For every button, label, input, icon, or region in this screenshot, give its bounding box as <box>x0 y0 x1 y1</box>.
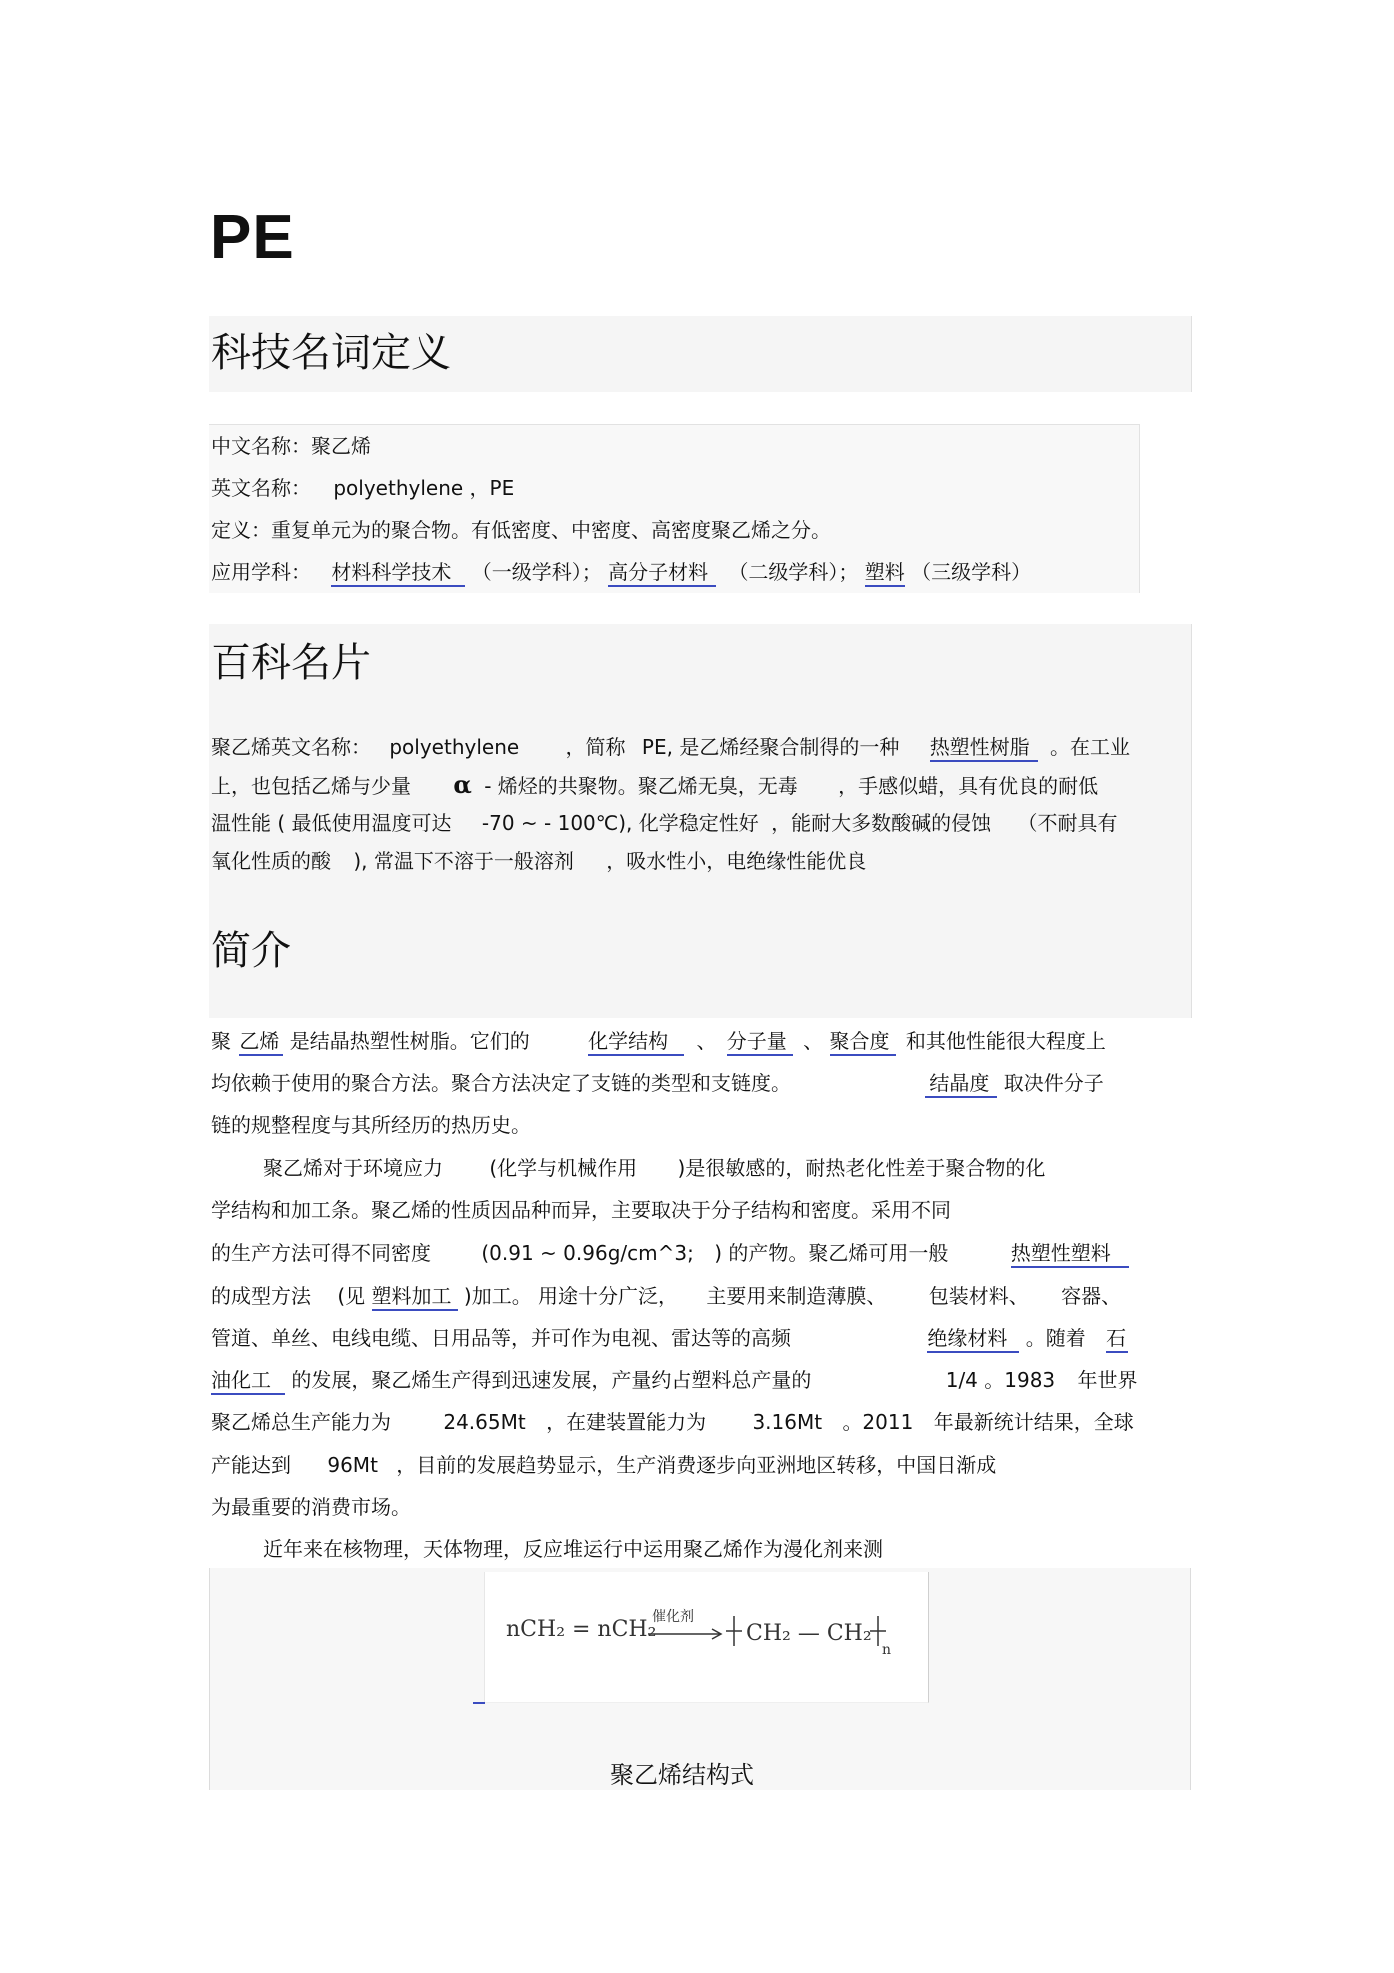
baike-l3-c: ，能耐大多数酸碱的侵蚀 <box>771 811 992 835</box>
intro-p1-a: 聚 <box>211 1029 231 1053</box>
baike-l1-c: ，简称 <box>565 735 626 759</box>
link-petrochemical-start[interactable]: 石 <box>1106 1326 1128 1353</box>
intro-p2-l8-c: ，目前的发展趋势显示，生产消费逐步向亚洲地区转移，中国日渐成 <box>396 1453 997 1477</box>
link-degree-polymerization[interactable]: 聚合度 <box>830 1029 896 1056</box>
subject-link-polymer[interactable]: 高分子材料 <box>608 560 716 587</box>
intro-p2-l1-c: )是很敏感的，耐热老化性差于聚合物的化 <box>677 1156 1046 1180</box>
intro-p2-l7-f: 年最新统计结果，全球 <box>933 1410 1134 1434</box>
baike-l1-b: polyethylene <box>389 735 520 759</box>
intro-p2-l7-c: ，在建装置能力为 <box>546 1410 707 1434</box>
intro-p2-l8-b: 96Mt <box>327 1453 378 1477</box>
formula-right-line <box>1190 1568 1191 1790</box>
intro-p1-b: 是结晶热塑性树脂。它们的 <box>289 1029 530 1053</box>
baike-l2-b: - 烯烃的共聚物。聚乙烯无臭，无毒 <box>484 774 798 798</box>
link-petrochemical[interactable]: 油化工 <box>211 1368 285 1395</box>
intro-sep-2: 、 <box>803 1029 824 1053</box>
baike-l3-d: （不耐具有 <box>1017 811 1118 835</box>
intro-p2-l7-e: 。2011 <box>842 1410 914 1434</box>
intro-p2-line-5 <box>211 1325 1128 1351</box>
link-crystallinity[interactable]: 结晶度 <box>925 1071 997 1098</box>
link-polyethylene[interactable]: 乙烯 <box>239 1029 283 1056</box>
baike-line-3 <box>211 810 1117 836</box>
formula-left-line <box>209 1568 210 1790</box>
baike-l1-d: PE, 是乙烯经聚合制得的一种 <box>641 735 900 759</box>
definition-text: 定义：重复单元为的聚合物。有低密度、中密度、高密度聚乙烯之分。 <box>211 518 831 542</box>
intro-p2-l3-c: ) 的产物。聚乙烯可用一般 <box>714 1241 949 1265</box>
intro-p2-l6-a: 的发展，聚乙烯生产得到迅速发展，产量约占塑料总产量的 <box>291 1368 812 1392</box>
intro-p2-l4-f: 容器、 <box>1061 1284 1122 1308</box>
definition-heading: 科技名词定义 <box>211 330 451 376</box>
en-name-line <box>211 475 514 501</box>
formula-left: nCH₂ = nCH₂ <box>506 1617 657 1642</box>
intro-p1-c: 和其他性能很大程度上 <box>905 1029 1106 1053</box>
link-chemical-structure[interactable]: 化学结构 <box>588 1029 684 1056</box>
link-molecular-weight[interactable]: 分子量 <box>727 1029 793 1056</box>
intro-heading-bar <box>209 890 1192 1016</box>
en-name-value: polyethylene ，PE <box>333 476 515 500</box>
intro-p3-line-1: 近年来在核物理，天体物理，反应堆运行中运用聚乙烯作为漫化剂来测 <box>263 1537 883 1561</box>
formula-image <box>484 1572 929 1703</box>
baike-l3-a: 温性能 ( 最低使用温度可达 <box>211 811 452 835</box>
intro-p2-line-9: 为最重要的消费市场。 <box>211 1495 411 1519</box>
intro-p2-line-2: 学结构和加工条。聚乙烯的性质因品种而异，主要取决于分子结构和密度。采用不同 <box>211 1198 951 1222</box>
link-thermoplastic-plastics[interactable]: 热塑性塑料 <box>1011 1241 1129 1268</box>
intro-p1-l2-a: 均依赖于使用的聚合方法。聚合方法决定了支链的类型和支链度。 <box>211 1071 791 1095</box>
intro-p2-line-1 <box>263 1155 1045 1181</box>
intro-p1-line-1 <box>211 1028 1106 1054</box>
intro-p2-l8-a: 产能达到 <box>211 1453 291 1477</box>
formula-catalyst: 催化剂 <box>652 1609 694 1625</box>
baike-l4-b: ), 常温下不溶于一般溶剂 <box>353 849 574 873</box>
intro-p2-line-8 <box>211 1452 996 1478</box>
baike-heading: 百科名片 <box>211 640 371 686</box>
intro-sep-1: 、 <box>696 1029 717 1053</box>
intro-p2-line-3 <box>211 1240 1129 1266</box>
intro-p2-l3-b: (0.91 ~ 0.96g/cm^3; <box>481 1241 694 1265</box>
link-plastic-processing[interactable]: 塑料加工 <box>372 1284 458 1311</box>
page-title: PE <box>210 203 295 272</box>
baike-l3-b: -70 ~ - 100℃), 化学稳定性好 <box>481 811 759 835</box>
intro-p2-l4-a: 的成型方法 <box>211 1284 311 1308</box>
subject-label: 应用学科： <box>211 560 311 584</box>
baike-link-thermoplastic[interactable]: 热塑性树脂 <box>930 735 1038 762</box>
baike-line-2 <box>211 772 1098 799</box>
baike-l2-a: 上，也包括乙烯与少量 <box>211 774 411 798</box>
intro-p2-l1-a: 聚乙烯对于环境应力 <box>263 1156 443 1180</box>
intro-p2-l4-d: 主要用来制造薄膜、 <box>706 1284 887 1308</box>
baike-l1-a: 聚乙烯英文名称： <box>211 735 371 759</box>
formula-link-underline[interactable] <box>473 1702 485 1704</box>
formula-right: CH₂ — CH₂ <box>746 1621 872 1646</box>
intro-p2-l6-b: 1/4 。1983 <box>945 1368 1056 1392</box>
subject-level1: （一级学科）； <box>471 560 602 584</box>
intro-p1-l2-b: 取决件分子 <box>1003 1071 1104 1095</box>
cn-name: 中文名称：聚乙烯 <box>211 434 371 458</box>
baike-l4-a: 氧化性质的酸 <box>211 849 331 873</box>
subject-level2: （二级学科）； <box>728 560 859 584</box>
intro-p2-l4-b: (见 <box>337 1284 366 1308</box>
intro-p2-line-7 <box>211 1409 1134 1435</box>
baike-line-4 <box>211 848 866 874</box>
intro-p2-l7-a: 聚乙烯总生产能力为 <box>211 1410 391 1434</box>
intro-p1-line-2 <box>211 1070 1104 1096</box>
formula-sub-n: n <box>882 1642 892 1658</box>
subject-line <box>211 559 1031 585</box>
intro-p2-l7-b: 24.65Mt <box>443 1410 526 1434</box>
subject-link-plastics[interactable]: 塑料 <box>865 560 905 587</box>
baike-l4-c: ，吸水性小，电绝缘性能优良 <box>606 849 867 873</box>
intro-p2-l5-a: 管道、单丝、电线电缆、日用品等，并可作为电视、雷达等的高频 <box>211 1326 791 1350</box>
intro-p2-line-6 <box>211 1367 1138 1393</box>
intro-p2-l4-c: )加工。 用途十分广泛， <box>463 1284 679 1308</box>
alpha-symbol: α <box>453 770 472 799</box>
intro-p2-l5-b: 。随着 <box>1025 1326 1086 1350</box>
baike-l1-e: 。在工业 <box>1050 735 1131 759</box>
baike-line-1 <box>211 734 1130 760</box>
intro-heading: 简介 <box>211 928 291 974</box>
intro-p2-l6-c: 年世界 <box>1077 1368 1138 1392</box>
intro-p2-l1-b: (化学与机械作用 <box>489 1156 638 1180</box>
formula-caption: 聚乙烯结构式 <box>610 1761 754 1789</box>
intro-p1-line-3: 链的规整程度与其所经历的热历史。 <box>211 1113 531 1137</box>
en-name-label: 英文名称： <box>211 476 311 500</box>
intro-p2-l7-d: 3.16Mt <box>752 1410 823 1434</box>
subject-level3: （三级学科） <box>911 560 1032 584</box>
link-insulation-material[interactable]: 绝缘材料 <box>927 1326 1019 1353</box>
intro-p2-l4-e: 包装材料、 <box>928 1284 1029 1308</box>
baike-l2-c: ，手感似蜡，具有优良的耐低 <box>838 774 1099 798</box>
subject-link-materials[interactable]: 材料科学技术 <box>331 560 465 587</box>
intro-p2-line-4 <box>211 1283 1121 1309</box>
intro-p2-l3-a: 的生产方法可得不同密度 <box>211 1241 431 1265</box>
